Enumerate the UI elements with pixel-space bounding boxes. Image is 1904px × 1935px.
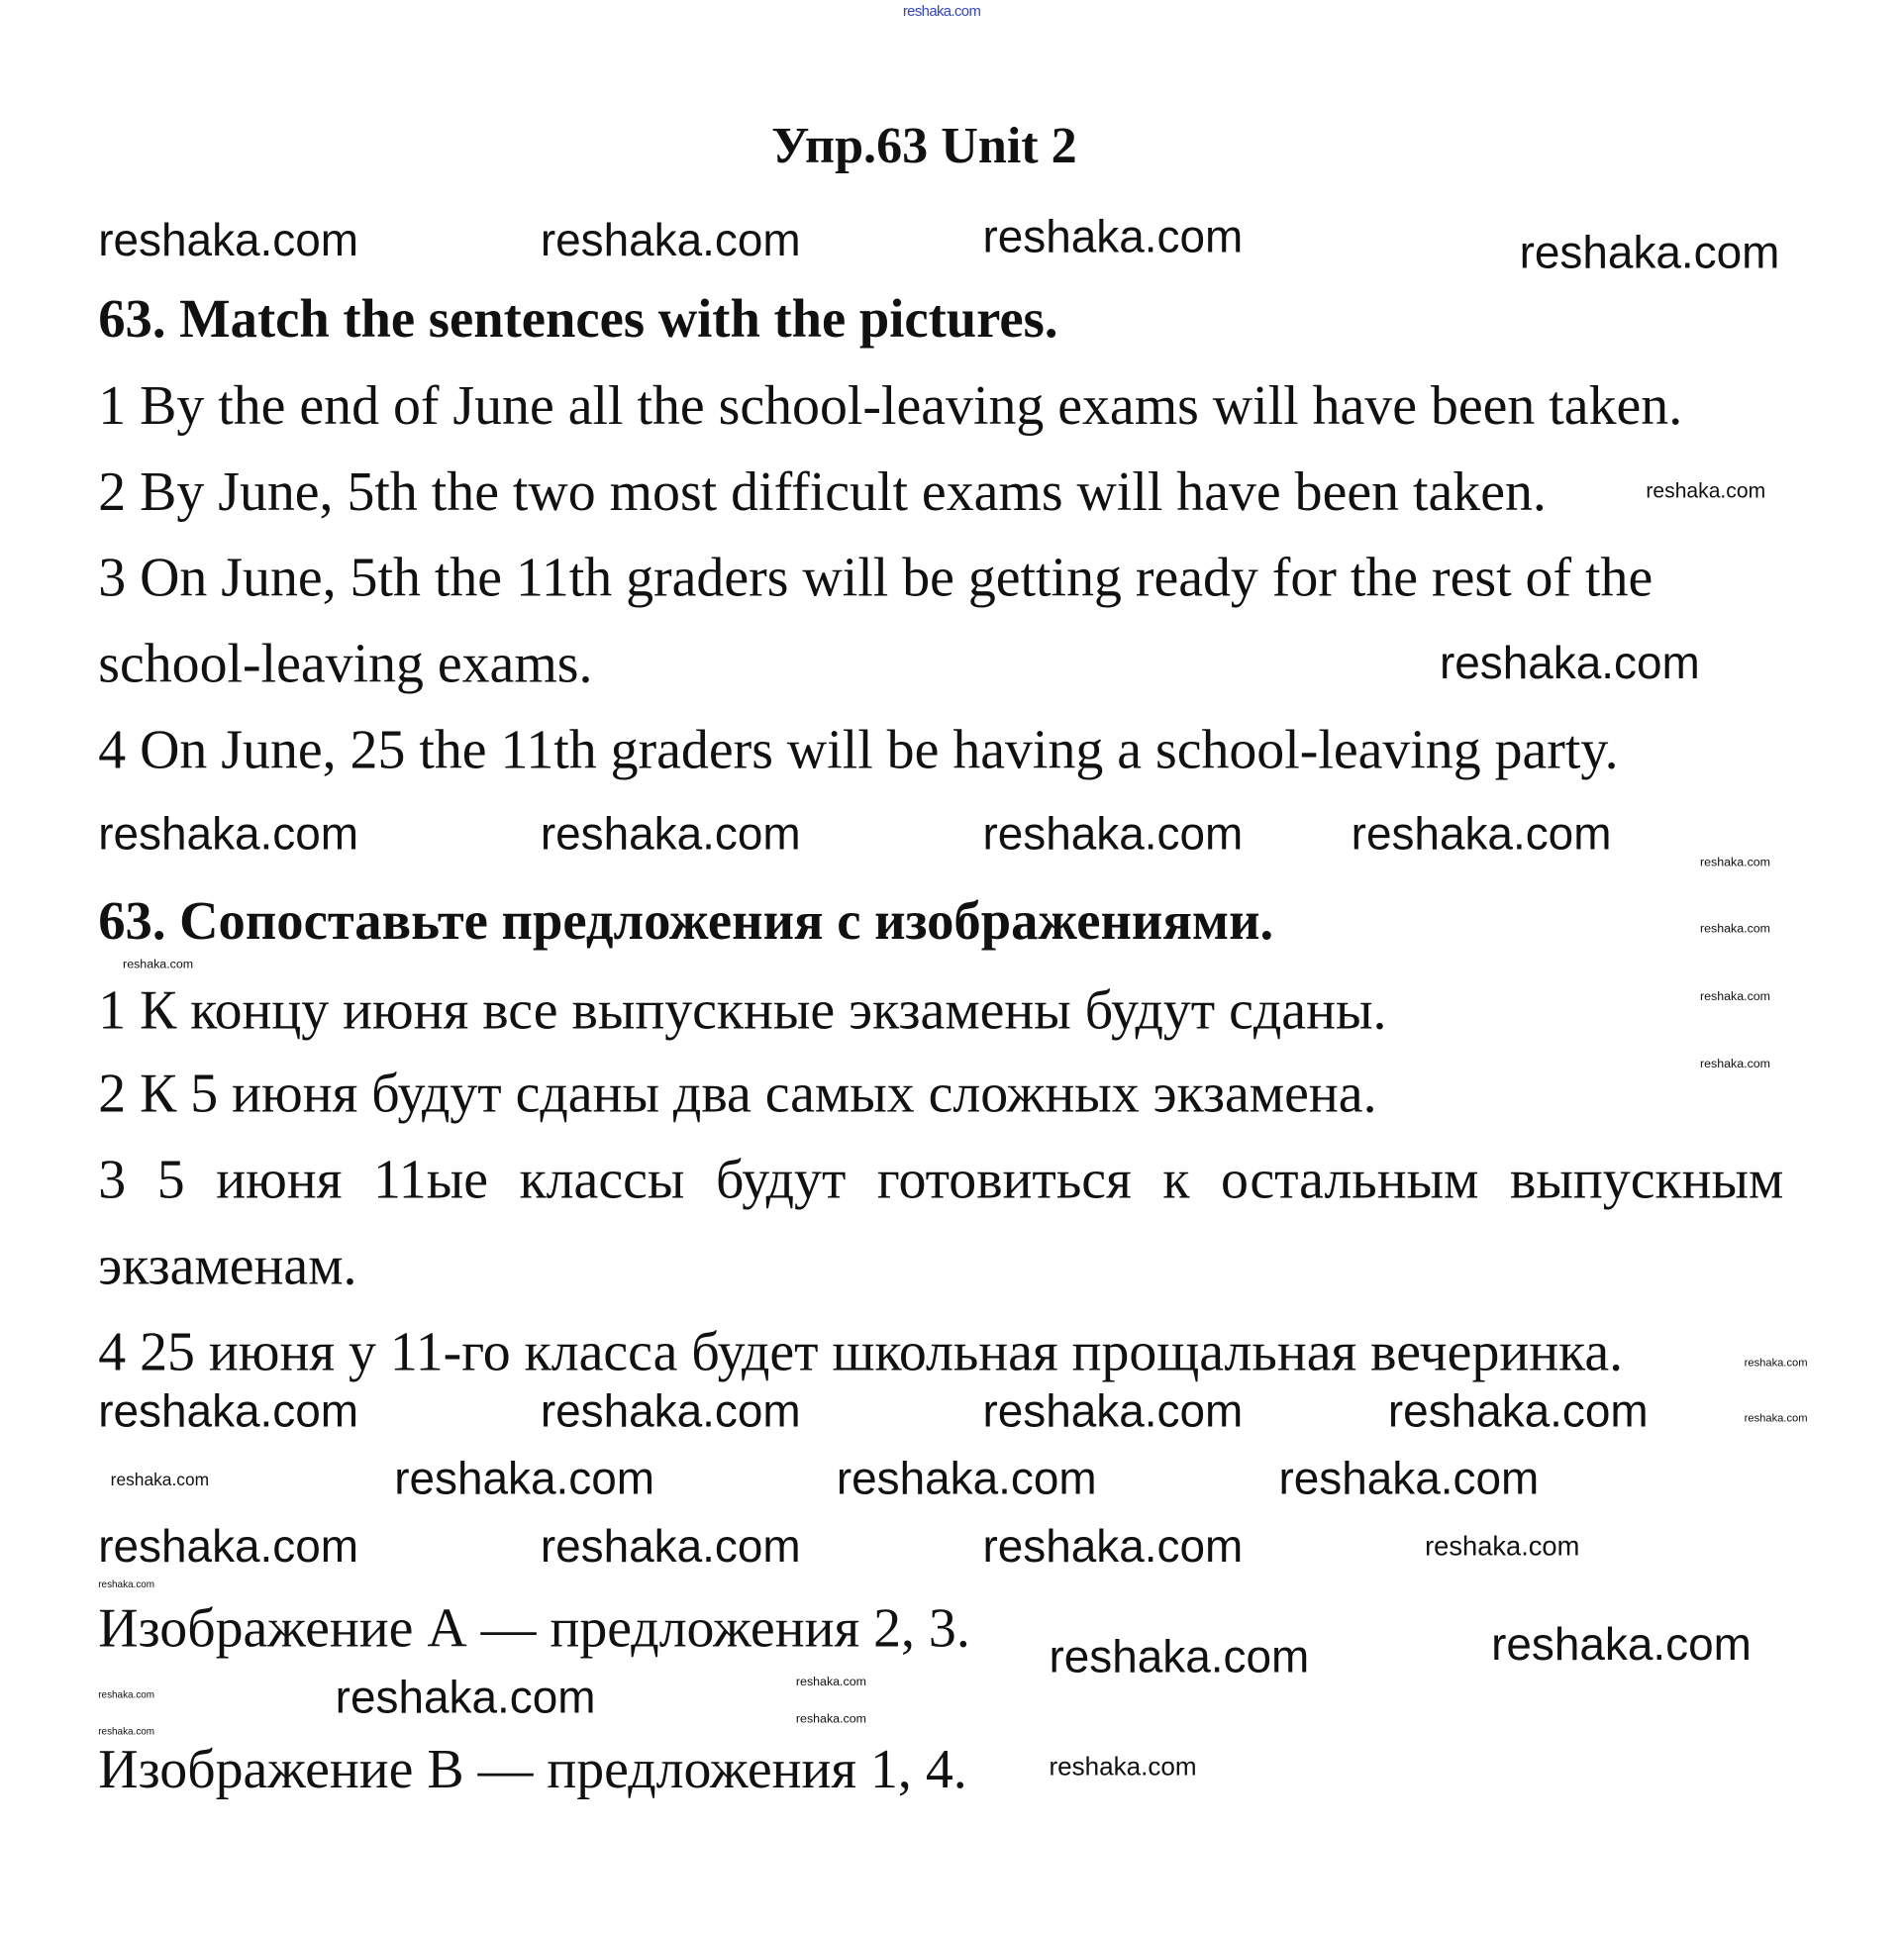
watermark: reshaka.com bbox=[1744, 1411, 1808, 1424]
watermark: reshaka.com bbox=[394, 1453, 655, 1504]
answer-picture-b: Изображение В — предложения 1, 4. bbox=[98, 1738, 967, 1800]
english-sentence-4: 4 On June, 25 the 11th graders will be having a school-leaving party. bbox=[98, 718, 1619, 780]
watermark: reshaka.com bbox=[98, 1384, 359, 1436]
watermark: reshaka.com bbox=[98, 1688, 155, 1700]
watermark: reshaka.com bbox=[1491, 1618, 1752, 1670]
russian-sentence-1: 1 К концу июня все выпускные экзамены будут сданы. bbox=[98, 978, 1387, 1041]
top-watermark: reshaka.com bbox=[902, 2, 981, 20]
watermark: reshaka.com bbox=[1049, 1631, 1310, 1681]
english-sentence-3: 3 On June, 5th the 11th graders will be getting ready for the rest of the bbox=[98, 547, 1653, 609]
watermark: reshaka.com bbox=[540, 1384, 801, 1436]
watermark: reshaka.com bbox=[1439, 637, 1700, 688]
watermark: reshaka.com bbox=[540, 807, 801, 859]
watermark: reshaka.com bbox=[98, 214, 359, 265]
watermark: reshaka.com bbox=[836, 1453, 1097, 1504]
watermark: reshaka.com bbox=[98, 807, 359, 859]
watermark: reshaka.com bbox=[1744, 1356, 1808, 1370]
english-sentence-2: 2 By June, 5th the two most difficult exams will have been taken. bbox=[98, 460, 1547, 523]
russian-sentence-3-cont: экзаменам. bbox=[98, 1234, 357, 1296]
watermark: reshaka.com bbox=[1425, 1530, 1580, 1562]
russian-sentence-2: 2 К 5 июня будут сданы два самых сложных экзамена. bbox=[98, 1063, 1377, 1125]
watermark: reshaka.com bbox=[1351, 807, 1612, 859]
watermark: reshaka.com bbox=[110, 1470, 210, 1489]
watermark: reshaka.com bbox=[540, 1520, 801, 1572]
page-title: Упр.63 Unit 2 bbox=[771, 118, 1077, 175]
watermark: reshaka.com bbox=[98, 1725, 155, 1737]
watermark: reshaka.com bbox=[98, 1520, 359, 1572]
watermark: reshaka.com bbox=[1519, 227, 1780, 277]
watermark: reshaka.com bbox=[1278, 1453, 1540, 1504]
watermark: reshaka.com bbox=[982, 1384, 1244, 1436]
watermark: reshaka.com bbox=[795, 1675, 866, 1689]
watermark: reshaka.com bbox=[1699, 922, 1771, 936]
watermark: reshaka.com bbox=[982, 210, 1244, 261]
russian-sentence-3: 3 5 июня 11ые классы будут готовиться к остальным выпускным bbox=[98, 1148, 1784, 1210]
answer-picture-a: Изображение А — предложения 2, 3. bbox=[98, 1596, 970, 1659]
english-sentence-1: 1 By the end of June all the school-leaving exams will have been taken. bbox=[98, 374, 1683, 437]
watermark: reshaka.com bbox=[1387, 1384, 1649, 1436]
watermark: reshaka.com bbox=[795, 1711, 866, 1726]
russian-heading: 63. Сопоставьте предложения с изображениями. bbox=[98, 890, 1274, 952]
watermark: reshaka.com bbox=[1699, 989, 1771, 1003]
watermark: reshaka.com bbox=[540, 214, 801, 265]
russian-sentence-4: 4 25 июня у 11-го класса будет школьная прощальная вечеринка. bbox=[98, 1320, 1624, 1382]
watermark: reshaka.com bbox=[1049, 1753, 1197, 1782]
watermark: reshaka.com bbox=[123, 958, 194, 971]
english-heading: 63. Match the sentences with the pictures. bbox=[98, 288, 1058, 350]
watermark: reshaka.com bbox=[1646, 478, 1766, 502]
watermark: reshaka.com bbox=[98, 1578, 155, 1589]
watermark: reshaka.com bbox=[1699, 1057, 1771, 1071]
watermark: reshaka.com bbox=[335, 1672, 596, 1722]
watermark: reshaka.com bbox=[982, 807, 1244, 859]
watermark: reshaka.com bbox=[1699, 856, 1771, 869]
watermark: reshaka.com bbox=[982, 1520, 1244, 1572]
english-sentence-3-cont: school-leaving exams. bbox=[98, 632, 593, 694]
